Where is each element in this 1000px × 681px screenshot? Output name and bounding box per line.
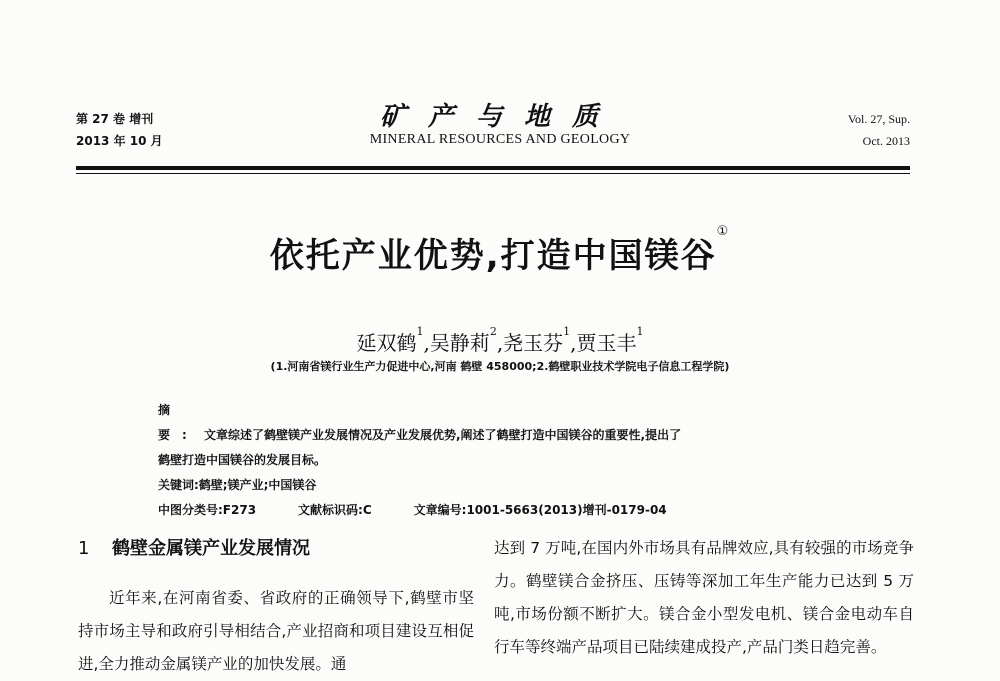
body-column-left — [78, 532, 474, 681]
journal-name-en: MINERAL RESOURCES AND GEOLOGY — [369, 132, 631, 147]
author-name: 贾玉丰 — [576, 331, 637, 355]
author-affil-mark: 2 — [489, 325, 497, 338]
date-cn: 2013 年 10 月 — [76, 134, 163, 148]
author-name: 延双鹤 — [356, 331, 417, 355]
author-separator: , — [570, 331, 577, 355]
author-affil-mark: 1 — [416, 325, 424, 338]
section-number: 1 — [78, 538, 90, 559]
author-list — [0, 327, 1000, 356]
keywords: 关键词:鹤壁;镁产业;中国镁谷 — [158, 478, 317, 492]
title-footnote-mark: ① — [716, 224, 731, 239]
body-column-right — [494, 532, 914, 664]
clc-number: 中图分类号:F273 — [158, 503, 257, 517]
author-name: 吴静莉 — [429, 331, 490, 355]
article-number: 文章编号:1001-5663(2013)增刊-0179-04 — [413, 503, 667, 517]
body-paragraph: 达到 7 万吨,在国内外市场具有品牌效应,具有较强的市场竞争力。鹤壁镁合金挤压、压铸等深加工年生产能力已达到 5 万吨,市场份额不断扩大。镁合金小型发电机、镁合金电动车自行车等终端产品项目已陆续建成投产,产品门类日趋完善。 — [494, 539, 914, 656]
abstract-text: 文章综述了鹤壁镁产业发展情况及产业发展优势,阐述了鹤壁打造中国镁谷的重要性,提出了 — [204, 428, 682, 442]
affiliation: (1.河南省镁行业生产力促进中心,河南 鹤壁 458000;2.鹤壁职业技术学院电子信息工程学院) — [270, 360, 730, 373]
section-title: 鹤壁金属镁产业发展情况 — [112, 538, 310, 559]
title-text: 依托产业优势,打造中国镁谷 — [269, 236, 717, 276]
author-separator: , — [496, 331, 504, 355]
document-code: 文献标识码:C — [298, 503, 372, 517]
volume-cn: 第 27 卷 增刊 — [76, 112, 154, 126]
date-en: Oct. 2013 — [862, 134, 910, 148]
volume-en: Vol. 27, Sup. — [847, 112, 910, 126]
author-name: 尧玉芬 — [503, 331, 564, 355]
author-separator: , — [423, 331, 430, 355]
abstract-line-2: 鹤壁打造中国镁谷的发展目标。 — [158, 453, 327, 467]
abstract-label: 摘要: — [158, 403, 199, 442]
article-title — [0, 224, 1000, 277]
header-rule-thick — [76, 166, 910, 170]
header-rule-thin — [76, 173, 910, 174]
abstract-block — [158, 398, 858, 523]
journal-issue-en — [848, 108, 910, 152]
abstract-line — [158, 398, 858, 448]
body-paragraph: 近年来,在河南省委、省政府的正确领导下,鹤壁市坚持市场主导和政府引导相结合,产业招商和项目建设互相促进,全力推动金属镁产业的加快发展。通 — [78, 589, 474, 673]
journal-name-cn: 矿产与地质 — [379, 102, 620, 132]
classification-line — [158, 498, 858, 523]
author-affil-mark: 1 — [636, 325, 644, 338]
author-affil-mark: 1 — [563, 325, 571, 338]
section-heading — [78, 532, 474, 566]
